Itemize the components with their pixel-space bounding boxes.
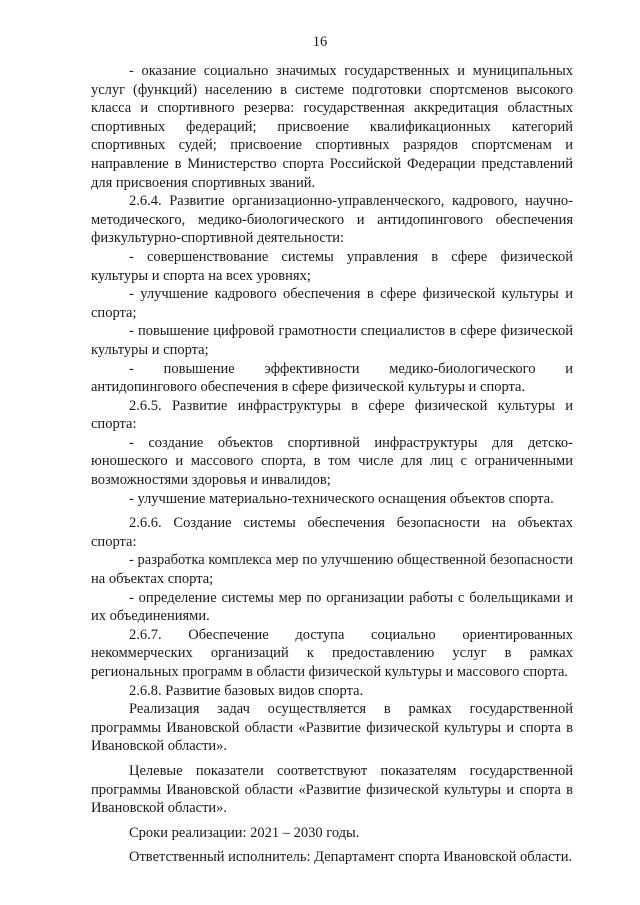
paragraph: Целевые показатели соответствуют показателям государственной программы Ивановской области «Развитие физической культуры и спорта в Ивановской области».: [91, 762, 573, 817]
paragraph: Реализация задач осуществляется в рамках государственной программы Ивановской области «Развитие физической культуры и спорта в Ивановской области».: [91, 701, 573, 755]
section-heading-2-6-5: 2.6.5. Развитие инфраструктуры в сфере физической культуры и спорта:: [91, 397, 573, 433]
section-heading-2-6-4: 2.6.4. Развитие организационно-управленческого, кадрового, научно-методического, медико-биологического и антидопингового обеспечения физкультурно-спортивной деятельности:: [91, 193, 573, 247]
paragraph: Ответственный исполнитель: Департамент спорта Ивановской области.: [129, 849, 573, 866]
section-heading-2-6-8: 2.6.8. Развитие базовых видов спорта.: [129, 682, 364, 699]
list-item: - определение системы мер по организации работы с болельщиками и их объединениями.: [91, 589, 573, 625]
page-number: 16: [312, 34, 328, 50]
list-item: - разработка комплекса мер по улучшению общественной безопасности на объектах спорта;: [91, 552, 573, 588]
list-item: - повышение эффективности медико-биологического и антидопингового обеспечения в сфере физической культуры и спорта.: [91, 360, 573, 396]
section-heading-2-6-7: 2.6.7. Обеспечение доступа социально ориентированных некоммерческих организаций к предоставлению услуг в рамках региональных программ в области физической культуры и массового спорта.: [91, 626, 573, 680]
list-item: - улучшение кадрового обеспечения в сфере физической культуры и спорта;: [91, 286, 573, 321]
list-item: - совершенствование системы управления в сфере физической культуры и спорта на всех уровнях;: [91, 248, 573, 284]
paragraph: Сроки реализации: 2021 – 2030 годы.: [129, 824, 360, 841]
section-heading-2-6-6: 2.6.6. Создание системы обеспечения безопасности на объектах спорта:: [91, 515, 573, 550]
list-item: - создание объектов спортивной инфраструктуры для детско-юношеского и массового спорта, в том числе для лиц с ограниченными возможностями здоровья и инвалидов;: [91, 434, 573, 489]
list-item: - улучшение материально-технического оснащения объектов спорта.: [129, 490, 554, 507]
body-text: [91, 62, 573, 867]
paragraph: - оказание социально значимых государственных и муниципальных услуг (функций) населению в системе подготовки спортсменов высокого класса и спортивного резерва: государственная аккредитация областных спортивных федераций; присвоение квалификационных категорий спортивных судей; присвоение спортивных разрядов спортсменам и направление в Министерство спорта Российской Федерации представлений для присвоения спортивных званий.: [91, 63, 573, 191]
list-item: - повышение цифровой грамотности специалистов в сфере физической культуры и спорта;: [91, 323, 573, 358]
